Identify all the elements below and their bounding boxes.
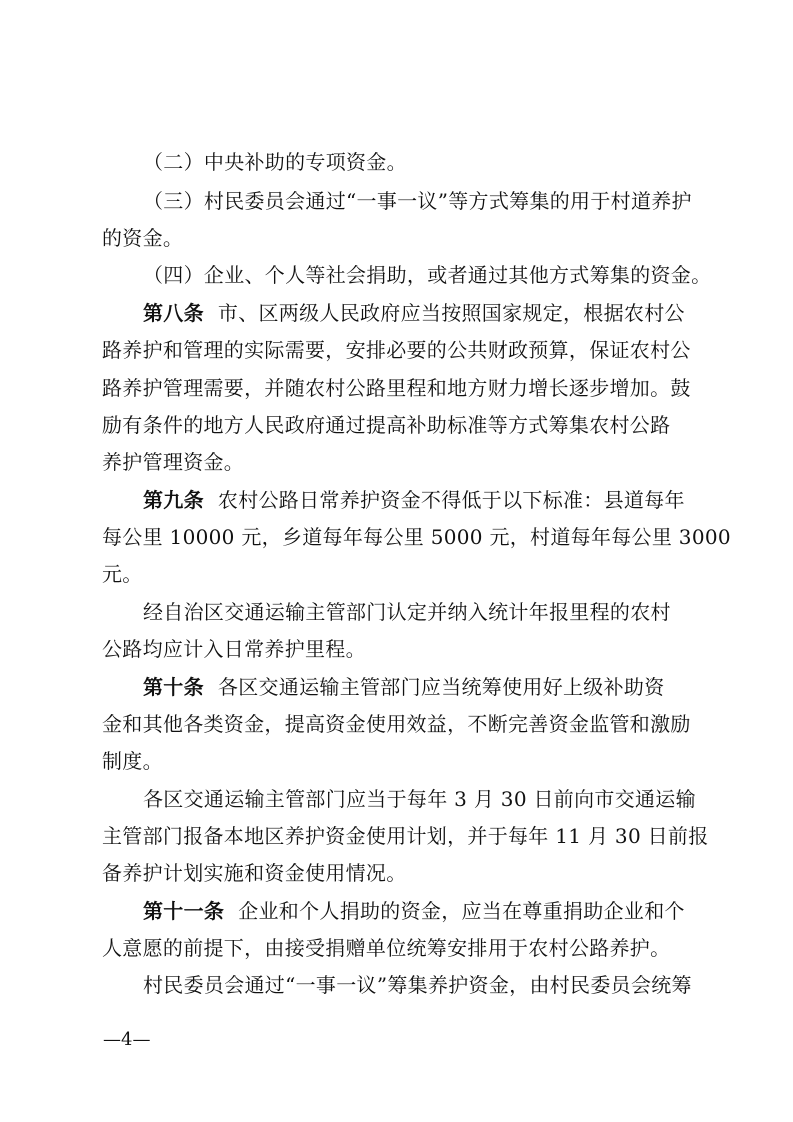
paragraph-line: 的资金。 [102, 226, 184, 250]
paragraph-line: 村民委员会通过“一事一议”筹集养护资金，由村民委员会统筹 [143, 973, 692, 997]
paragraph-line: 元。 [102, 562, 143, 586]
paragraph-line: 励有条件的地方人民政府通过提高补助标准等方式筹集农村公路 [102, 413, 671, 437]
page-number: —4— [103, 1029, 151, 1050]
article-11-line [143, 899, 694, 923]
paragraph-line: （三）村民委员会通过“一事一议”等方式筹集的用于村道养护 [143, 189, 692, 213]
article-text: 各区交通运输主管部门应当统筹使用好上级补助资 [217, 675, 665, 699]
article-text: 企业和个人捐助的资金，应当在尊重捐助企业和个 [238, 899, 685, 923]
article-9-line [143, 488, 694, 512]
article-10-line [143, 675, 694, 699]
paragraph-line: 公路均应计入日常养护里程。 [102, 637, 366, 661]
paragraph-line: 金和其他各类资金，提高资金使用效益，不断完善资金监管和激励 [102, 712, 691, 736]
article-number: 第十一条 [143, 899, 225, 923]
paragraph-line: 每公里 10000 元，乡道每年每公里 5000 元，村道每年每公里 3000 [102, 525, 731, 549]
paragraph-line: 备养护计划实施和资金使用情况。 [102, 861, 407, 885]
article-number: 第九条 [143, 488, 204, 512]
article-number: 第八条 [143, 301, 204, 325]
paragraph-line: 各区交通运输主管部门应当于每年 3 月 30 日前向市交通运输 [143, 787, 696, 811]
paragraph-line: 路养护和管理的实际需要，安排必要的公共财政预算，保证农村公 [102, 338, 691, 362]
article-8-line [143, 301, 694, 325]
article-text: 农村公路日常养护资金不得低于以下标准：县道每年 [217, 488, 685, 512]
paragraph-line: 路养护管理需要，并随农村公路里程和地方财力增长逐步增加。鼓 [102, 376, 691, 400]
paragraph-line: 制度。 [102, 749, 163, 773]
paragraph-line: 主管部门报备本地区养护资金使用计划，并于每年 11 月 30 日前报 [102, 824, 709, 848]
article-text: 市、区两级人民政府应当按照国家规定，根据农村公 [217, 301, 685, 325]
paragraph-line: （四）企业、个人等社会捐助，或者通过其他方式筹集的资金。 [143, 263, 712, 287]
paragraph-line: 经自治区交通运输主管部门认定并纳入统计年报里程的农村 [143, 600, 671, 624]
paragraph-line: 人意愿的前提下，由接受捐赠单位统筹安排用于农村公路养护。 [102, 936, 671, 960]
article-number: 第十条 [143, 675, 204, 699]
paragraph-line: （二）中央补助的专项资金。 [143, 150, 407, 174]
paragraph-line: 养护管理资金。 [102, 450, 245, 474]
